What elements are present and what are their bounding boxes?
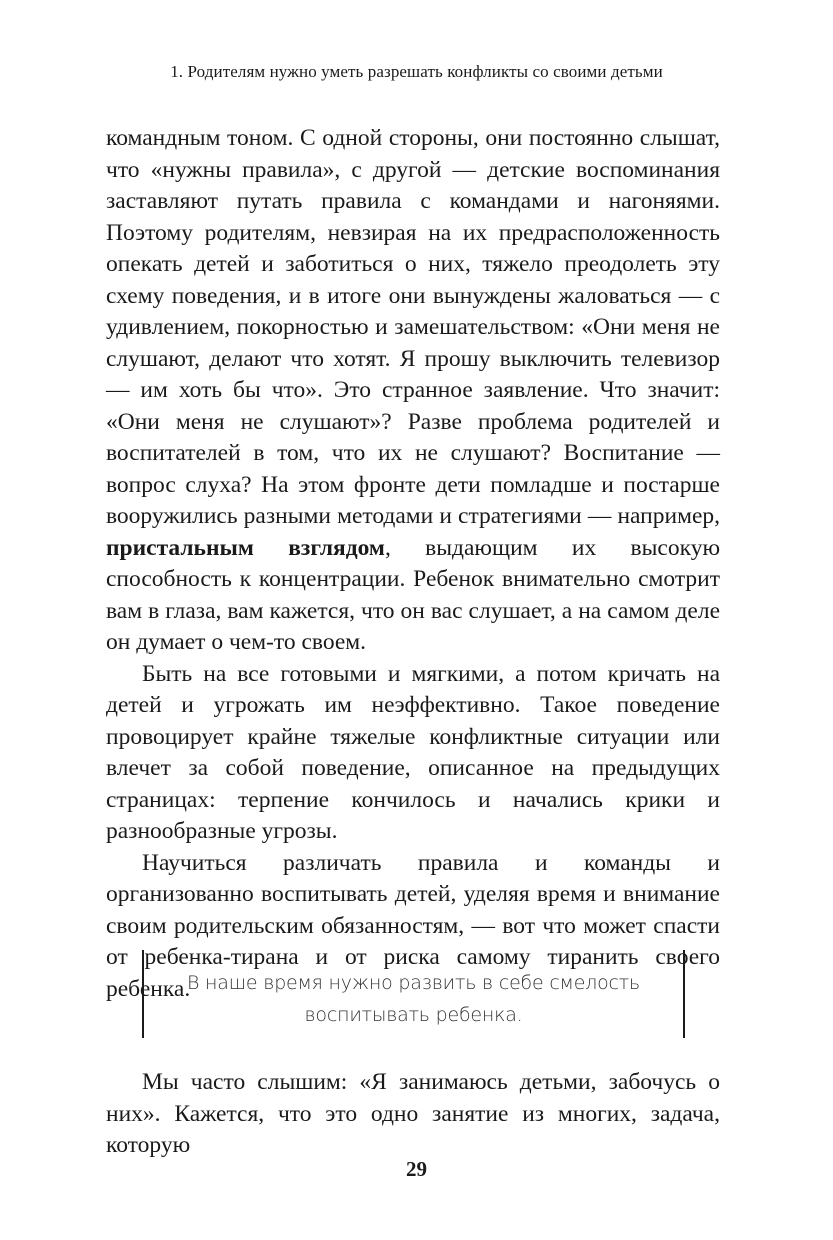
paragraph-text: , выдающим их высокую способность к концентрации. Ребенок внимательно смотрит вам в глаза, вам кажется, что он вас слушает, а на самом деле он думает о чем-то своем. — [106, 534, 720, 655]
paragraph-continued — [106, 123, 720, 659]
running-header — [0, 62, 833, 82]
main-text — [106, 123, 720, 1005]
main-text-continued — [106, 1067, 720, 1162]
page-number-value: 29 — [406, 1157, 427, 1181]
paragraph: Научиться различать правила и команды и организованно воспитывать детей, уделяя время и внимание своим родительским обязанностям, — вот что может спасти от ребенка-тирана и от риска самому тиранить своего ребенка. — [106, 849, 720, 1002]
paragraph-text: командным тоном. С одной стороны, они постоянно слышат, что «нужны правила», с другой — детские воспоминания заставляют путать правила с командами и нагоняями. Поэтому родителям, невзирая на их предрасположенность опекать детей и заботиться о них, тяжело преодолеть эту схему поведения, и в итоге они вынуждены жаловаться — с удивлением, покорностью и замешательством: «Они меня не слушают, делают что хотят. Я прошу выключить телевизор — им хоть бы что». Это странное заявление. Что значит: «Они меня не слушают»? Разве проблема родителей и воспитателей в том, что их не слушают? Воспитание — вопрос слуха? На этом фронте дети помладше и постарше вооружились разными методами и стратегиями — например, — [106, 125, 720, 529]
pull-quote-line: воспитывать ребенка. — [304, 1004, 523, 1026]
page-number — [0, 1157, 833, 1182]
pull-quote-text — [144, 967, 683, 1031]
bold-term: пристальным взглядом — [106, 534, 385, 561]
pull-quote-line: В наше время нужно развить в себе смелость — [186, 972, 641, 994]
running-header-title: 1. Родителям нужно уметь разрешать конфликты со своими детьми — [170, 62, 663, 81]
pull-quote — [142, 950, 685, 1038]
paragraph: Быть на все готовыми и мягкими, а потом кричать на детей и угрожать им неэффективно. Такое поведение провоцирует крайне тяжелые конфликтные ситуации или влечет за собой поведение, описанное на предыдущих страницах: терпение кончилось и начались крики и разнообразные угрозы. — [106, 660, 720, 844]
paragraph: Мы часто слышим: «Я занимаюсь детьми, забочусь о них». Кажется, что это одно занятие из многих, задача, которую — [106, 1069, 720, 1158]
